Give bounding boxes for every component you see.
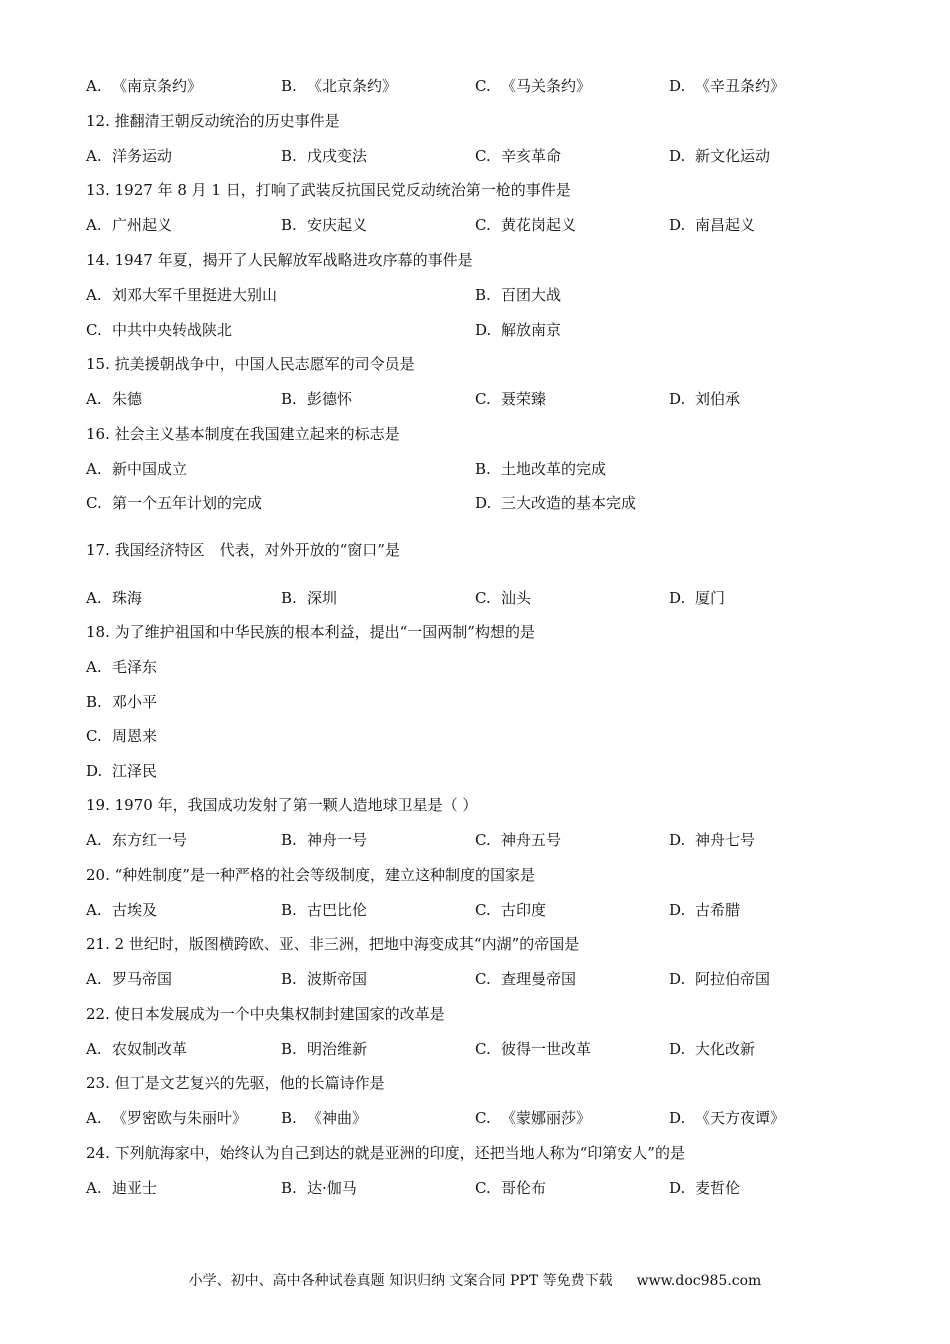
- question-stem: 12. 推翻清王朝反动统治的历史事件是: [86, 112, 340, 130]
- option-b: [281, 900, 367, 920]
- option-text: 汕头: [501, 589, 532, 607]
- option-letter: C.: [475, 147, 491, 165]
- option-text: 刘伯承: [695, 390, 741, 408]
- option-b: [281, 1039, 367, 1059]
- option-text: 《罗密欧与朱丽叶》: [112, 1109, 248, 1127]
- option-text: 麦哲伦: [695, 1179, 741, 1197]
- option-text: 聂荣臻: [501, 390, 547, 408]
- option-letter: D.: [669, 1109, 686, 1127]
- option-b: [281, 969, 367, 989]
- option-text: 《辛丑条约》: [695, 77, 786, 95]
- option-a: [86, 588, 142, 608]
- option-letter: C.: [475, 216, 491, 234]
- option-c: [475, 215, 576, 235]
- option-letter: B.: [281, 216, 297, 234]
- option-a: [86, 900, 157, 920]
- option-a: [86, 1178, 157, 1198]
- option-text: 邓小平: [112, 693, 158, 711]
- option-a: [86, 146, 172, 166]
- option-letter: C.: [475, 1109, 491, 1127]
- footer-text: 小学、初中、高中各种试卷真题 知识归纳 文案合同 PPT 等免费下载: [188, 1273, 613, 1289]
- question-stem: 15. 抗美援朝战争中，中国人民志愿军的司令员是: [86, 355, 415, 373]
- option-letter: A.: [86, 970, 102, 988]
- option-text: 解放南京: [501, 321, 562, 339]
- option-c: [475, 1108, 591, 1128]
- option-c: [86, 493, 262, 513]
- option-letter: D.: [475, 321, 492, 339]
- option-b: [281, 76, 397, 96]
- question-stem: 16. 社会主义基本制度在我国建立起来的标志是: [86, 425, 400, 443]
- option-d: [669, 900, 740, 920]
- option-text: 农奴制改革: [112, 1040, 188, 1058]
- option-letter: B.: [281, 147, 297, 165]
- option-text: 深圳: [307, 589, 338, 607]
- option-c: [475, 588, 531, 608]
- option-d: [475, 320, 561, 340]
- question-stem: 20. “种姓制度”是一种严格的社会等级制度，建立这种制度的国家是: [86, 866, 535, 884]
- option-text: 神舟七号: [695, 831, 756, 849]
- option-c: [475, 1039, 591, 1059]
- option-letter: C.: [475, 77, 491, 95]
- option-text: 江泽民: [112, 762, 158, 780]
- option-text: 《神曲》: [307, 1109, 368, 1127]
- option-b: [281, 389, 352, 409]
- option-b: [281, 1108, 367, 1128]
- question-stem: 19. 1970 年，我国成功发射了第一颗人造地球卫星是（ ）: [86, 796, 478, 814]
- option-text: 黄花岗起义: [501, 216, 577, 234]
- option-letter: A.: [86, 901, 102, 919]
- option-letter: D.: [669, 901, 686, 919]
- option-b: [281, 146, 367, 166]
- option-text: 刘邓大军千里挺进大别山: [112, 286, 278, 304]
- option-letter: C.: [475, 390, 491, 408]
- option-letter: D.: [475, 494, 492, 512]
- option-a: [86, 1039, 187, 1059]
- option-c: [475, 76, 591, 96]
- option-letter: B.: [281, 589, 297, 607]
- option-a: [86, 1108, 247, 1128]
- option-letter: A.: [86, 390, 102, 408]
- option-text: 百团大战: [501, 286, 562, 304]
- option-letter: D.: [669, 216, 686, 234]
- option-text: 《北京条约》: [307, 77, 398, 95]
- option-letter: B.: [281, 901, 297, 919]
- option-d: [86, 761, 157, 781]
- option-text: 古印度: [501, 901, 547, 919]
- option-d: [669, 215, 755, 235]
- option-letter: B.: [281, 390, 297, 408]
- option-letter: C.: [475, 1179, 491, 1197]
- option-text: 《马关条约》: [501, 77, 592, 95]
- option-letter: D.: [669, 390, 686, 408]
- option-b: [86, 692, 157, 712]
- question-stem: 14. 1947 年夏，揭开了人民解放军战略进攻序幕的事件是: [86, 251, 473, 269]
- option-text: 南昌起义: [695, 216, 756, 234]
- option-c: [86, 726, 157, 746]
- option-a: [86, 657, 157, 677]
- option-text: 查理曼帝国: [501, 970, 577, 988]
- option-c: [86, 320, 232, 340]
- option-d: [669, 588, 725, 608]
- option-text: 《蒙娜丽莎》: [501, 1109, 592, 1127]
- option-text: 古巴比伦: [307, 901, 368, 919]
- option-letter: C.: [475, 1040, 491, 1058]
- option-letter: B.: [281, 970, 297, 988]
- option-text: 达·伽马: [307, 1179, 357, 1197]
- option-letter: C.: [86, 727, 102, 745]
- option-letter: D.: [669, 147, 686, 165]
- option-text: 《南京条约》: [112, 77, 203, 95]
- option-a: [86, 76, 202, 96]
- option-b: [475, 459, 606, 479]
- option-letter: B.: [281, 77, 297, 95]
- option-text: 明治维新: [307, 1040, 368, 1058]
- option-text: 土地改革的完成: [501, 460, 607, 478]
- option-letter: B.: [281, 1109, 297, 1127]
- question-stem: 23. 但丁是文艺复兴的先驱，他的长篇诗作是: [86, 1074, 385, 1092]
- option-text: 彭德怀: [307, 390, 353, 408]
- option-d: [475, 493, 636, 513]
- option-d: [669, 969, 770, 989]
- option-text: 中共中央转战陕北: [112, 321, 233, 339]
- option-letter: B.: [475, 460, 491, 478]
- option-text: 神舟五号: [501, 831, 562, 849]
- option-letter: D.: [669, 589, 686, 607]
- option-b: [281, 1178, 357, 1198]
- option-letter: C.: [475, 901, 491, 919]
- option-text: 古希腊: [695, 901, 741, 919]
- option-letter: D.: [669, 77, 686, 95]
- option-text: 阿拉伯帝国: [695, 970, 771, 988]
- option-d: [669, 76, 785, 96]
- option-c: [475, 1178, 546, 1198]
- question-stem: 21. 2 世纪时，版图横跨欧、亚、非三洲，把地中海变成其“内湖”的帝国是: [86, 935, 580, 953]
- page-footer: [0, 1270, 950, 1290]
- option-c: [475, 969, 576, 989]
- option-d: [669, 146, 770, 166]
- option-a: [86, 830, 187, 850]
- option-text: 朱德: [112, 390, 143, 408]
- option-letter: C.: [475, 831, 491, 849]
- option-letter: C.: [475, 589, 491, 607]
- option-c: [475, 389, 546, 409]
- option-text: 珠海: [112, 589, 143, 607]
- option-b: [281, 830, 367, 850]
- option-text: 三大改造的基本完成: [501, 494, 637, 512]
- option-letter: A.: [86, 460, 102, 478]
- option-letter: D.: [669, 1040, 686, 1058]
- question-stem: 17. 我国经济特区 代表，对外开放的“窗口”是: [86, 541, 400, 559]
- option-letter: D.: [669, 831, 686, 849]
- option-d: [669, 389, 740, 409]
- option-text: 第一个五年计划的完成: [112, 494, 263, 512]
- footer-site-link[interactable]: www.doc985.com: [636, 1273, 762, 1289]
- option-text: 东方红一号: [112, 831, 188, 849]
- option-letter: A.: [86, 216, 102, 234]
- option-d: [669, 830, 755, 850]
- option-a: [86, 285, 277, 305]
- option-text: 洋务运动: [112, 147, 173, 165]
- option-letter: A.: [86, 658, 102, 676]
- option-text: 厦门: [695, 589, 726, 607]
- option-text: 新中国成立: [112, 460, 188, 478]
- option-text: 波斯帝国: [307, 970, 368, 988]
- option-letter: A.: [86, 286, 102, 304]
- option-a: [86, 389, 142, 409]
- option-letter: B.: [281, 1040, 297, 1058]
- option-letter: C.: [86, 321, 102, 339]
- option-text: 新文化运动: [695, 147, 771, 165]
- option-c: [475, 900, 546, 920]
- option-b: [475, 285, 561, 305]
- option-letter: B.: [281, 831, 297, 849]
- option-text: 哥伦布: [501, 1179, 547, 1197]
- option-letter: B.: [281, 1179, 297, 1197]
- option-c: [475, 146, 561, 166]
- question-stem: 13. 1927 年 8 月 1 日，打响了武装反抗国民党反动统治第一枪的事件是: [86, 181, 571, 199]
- option-text: 罗马帝国: [112, 970, 173, 988]
- option-b: [281, 588, 337, 608]
- option-text: 辛亥革命: [501, 147, 562, 165]
- option-text: 周恩来: [112, 727, 158, 745]
- option-text: 大化改新: [695, 1040, 756, 1058]
- option-letter: A.: [86, 831, 102, 849]
- option-letter: A.: [86, 1040, 102, 1058]
- option-letter: B.: [475, 286, 491, 304]
- option-text: 彼得一世改革: [501, 1040, 592, 1058]
- question-stem: 18. 为了维护祖国和中华民族的根本利益，提出“一国两制”构想的是: [86, 623, 535, 641]
- option-text: 古埃及: [112, 901, 158, 919]
- option-text: 安庆起义: [307, 216, 368, 234]
- option-text: 《天方夜谭》: [695, 1109, 786, 1127]
- option-letter: A.: [86, 1179, 102, 1197]
- option-letter: D.: [669, 1179, 686, 1197]
- question-stem: 22. 使日本发展成为一个中央集权制封建国家的改革是: [86, 1005, 445, 1023]
- option-letter: D.: [669, 970, 686, 988]
- option-c: [475, 830, 561, 850]
- option-d: [669, 1039, 755, 1059]
- option-letter: A.: [86, 1109, 102, 1127]
- option-letter: C.: [86, 494, 102, 512]
- option-letter: C.: [475, 970, 491, 988]
- option-text: 神舟一号: [307, 831, 368, 849]
- option-d: [669, 1178, 740, 1198]
- option-d: [669, 1108, 785, 1128]
- option-letter: B.: [86, 693, 102, 711]
- option-letter: A.: [86, 589, 102, 607]
- option-a: [86, 459, 187, 479]
- option-letter: D.: [86, 762, 103, 780]
- option-letter: A.: [86, 77, 102, 95]
- option-text: 迪亚士: [112, 1179, 158, 1197]
- option-a: [86, 215, 172, 235]
- question-stem: 24. 下列航海家中，始终认为自己到达的就是亚洲的印度，还把当地人称为“印第安人”的是: [86, 1144, 685, 1162]
- option-text: 毛泽东: [112, 658, 158, 676]
- option-text: 戊戌变法: [307, 147, 368, 165]
- option-a: [86, 969, 172, 989]
- option-letter: A.: [86, 147, 102, 165]
- option-text: 广州起义: [112, 216, 173, 234]
- option-b: [281, 215, 367, 235]
